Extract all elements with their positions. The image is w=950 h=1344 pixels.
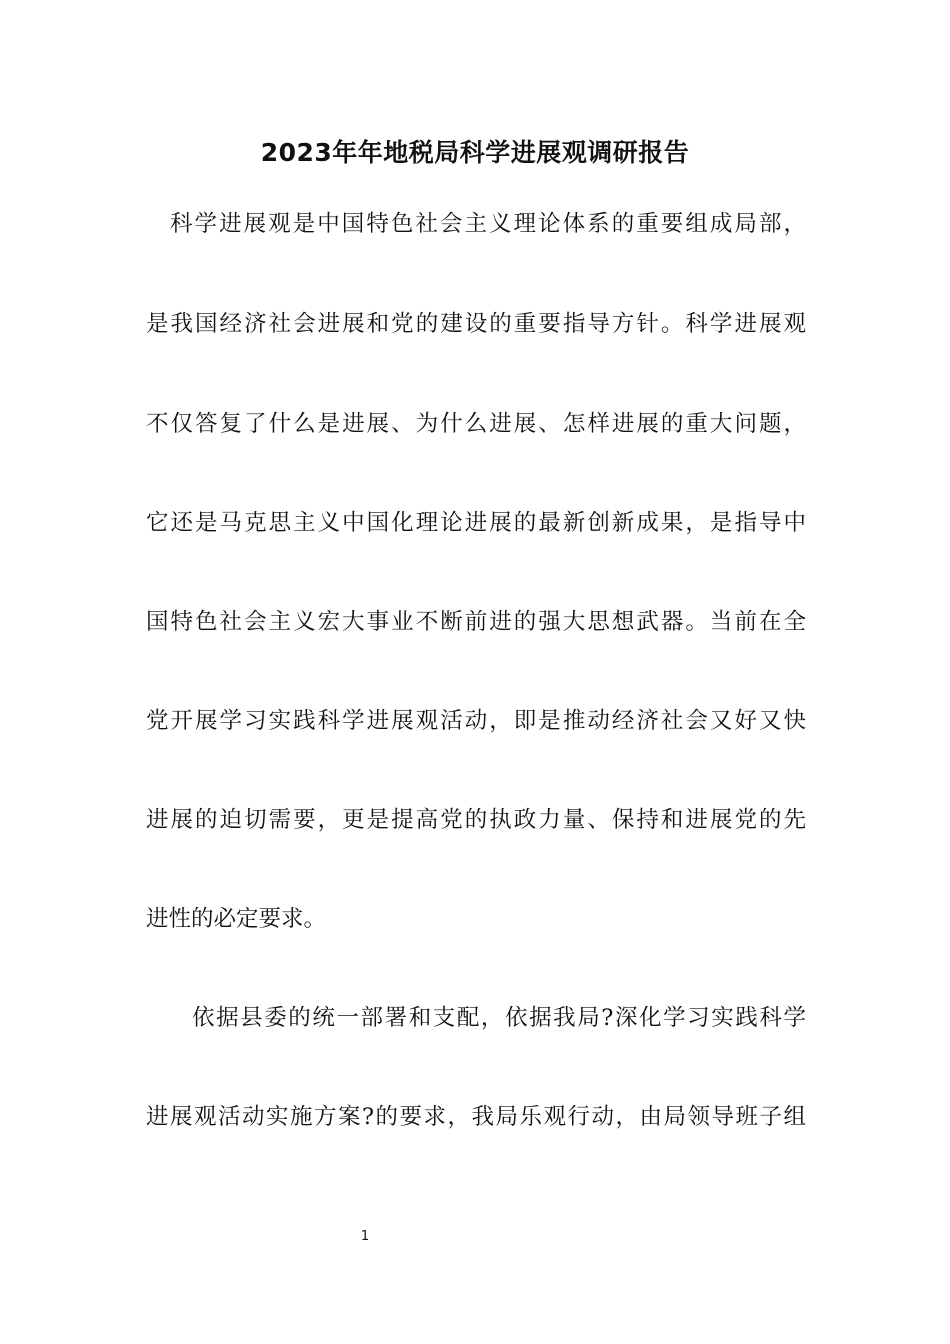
- paragraph-line: 不仅答复了什么是进展、为什么进展、怎样进展的重大问题，: [146, 411, 806, 437]
- paragraph-line: 科学进展观是中国特色社会主义理论体系的重要组成局部，: [170, 211, 806, 237]
- paragraph-line: 进性的必定要求。: [146, 906, 327, 932]
- paragraph-line: 进展观活动实施方案?的要求，我局乐观行动，由局领导班子组: [146, 1104, 806, 1130]
- paragraph-line: 它还是马克思主义中国化理论进展的最新创新成果，是指导中: [146, 510, 806, 536]
- paragraph-line: 进展的迫切需要，更是提高党的执政力量、保持和进展党的先: [146, 807, 806, 833]
- page-number: 1: [360, 1229, 370, 1244]
- paragraph-line: 依据县委的统一部署和支配，依据我局?深化学习实践科学: [192, 1005, 806, 1031]
- document-title: 2023年年地税局科学进展观调研报告: [260, 138, 690, 167]
- paragraph-line: 党开展学习实践科学进展观活动，即是推动经济社会又好又快: [146, 708, 806, 734]
- paragraph-line: 是我国经济社会进展和党的建设的重要指导方针。科学进展观: [146, 311, 806, 337]
- paragraph-line: 国特色社会主义宏大事业不断前进的强大思想武器。当前在全: [146, 609, 806, 635]
